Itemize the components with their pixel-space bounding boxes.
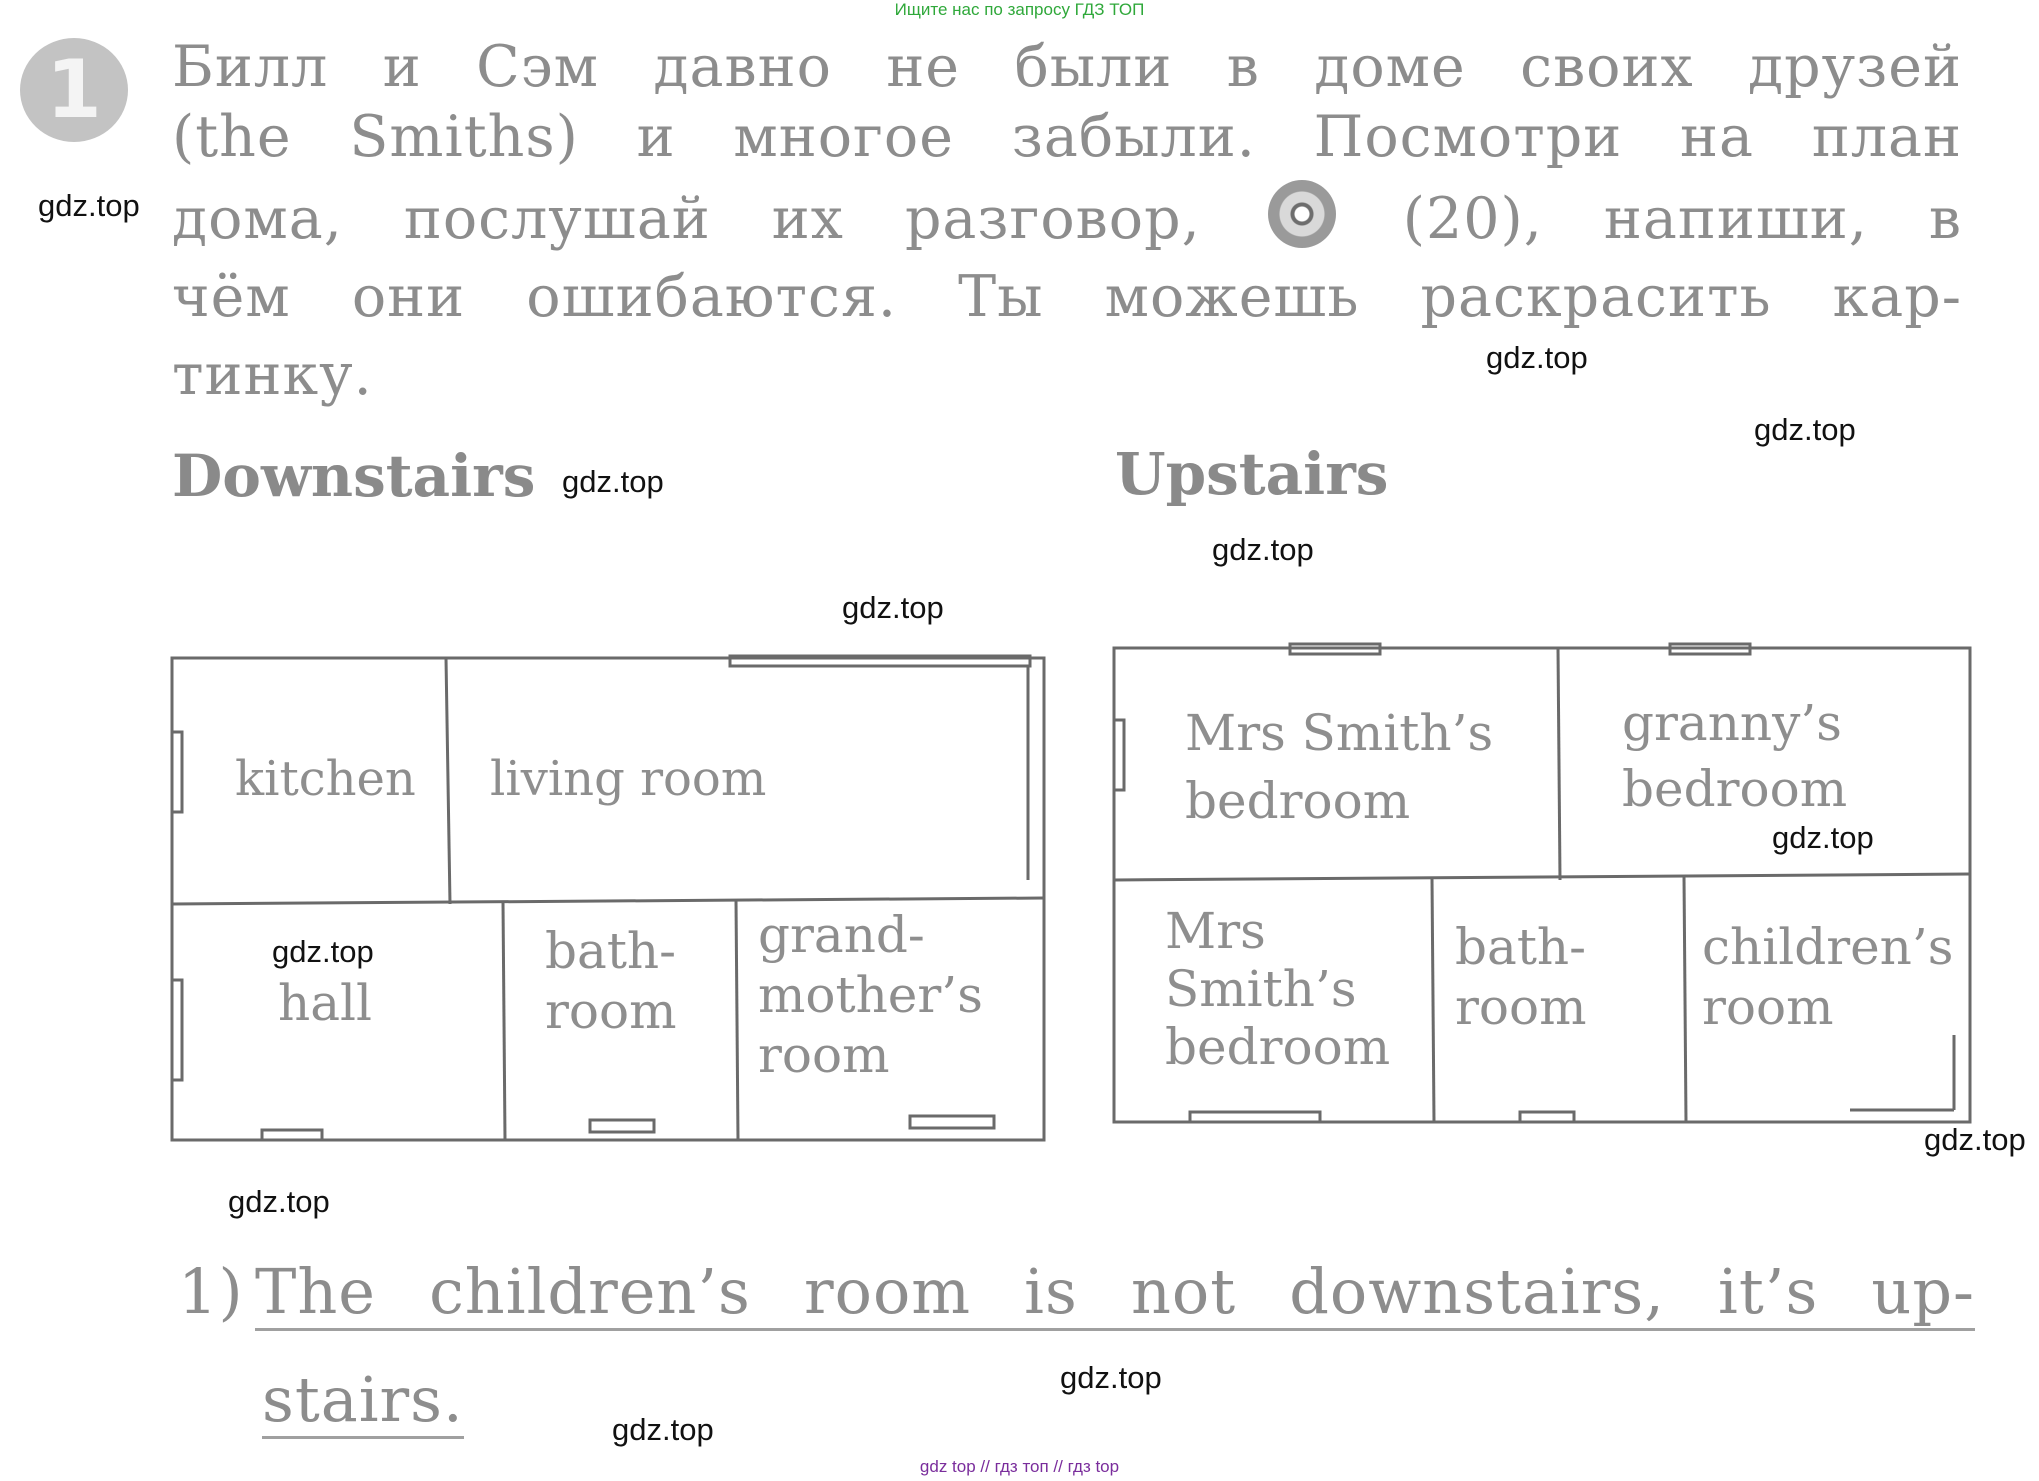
- wall: [1432, 878, 1434, 1122]
- watermark: gdz.top: [1212, 532, 1314, 567]
- wall: [446, 658, 450, 904]
- answer-number: 1): [178, 1255, 244, 1328]
- answer-line-2: stairs.: [262, 1363, 464, 1439]
- room-kitchen: kitchen: [235, 751, 416, 807]
- window: [910, 1116, 994, 1128]
- room-bathroom-line-1: bath-: [545, 922, 677, 980]
- wall: [1114, 874, 1970, 880]
- wall: [172, 898, 1044, 904]
- watermark: gdz.top: [1486, 340, 1588, 375]
- room-mrs-smith-bedroom-b-line-1: Mrs: [1165, 902, 1266, 960]
- watermark: gdz.top: [1060, 1360, 1162, 1395]
- upstairs-plan: [1090, 630, 1990, 1140]
- instruction-line-4: чём они ошибаются. Ты можешь раскрасить кар-: [172, 264, 1962, 330]
- answer-line-1: The children’s room is not downstairs, it’s up-: [255, 1255, 1975, 1331]
- watermark: gdz.top: [612, 1412, 714, 1447]
- cd-disc-icon[interactable]: [1268, 180, 1336, 248]
- window: [1114, 720, 1124, 790]
- room-grandmother-line-3: room: [758, 1026, 890, 1084]
- search-banner: Ищите нас по запросу ГДЗ ТОП: [894, 0, 1145, 19]
- wall: [736, 900, 738, 1140]
- exercise-number-badge: 1: [20, 38, 128, 142]
- room-bathroom-line-2: room: [545, 982, 677, 1040]
- instruction-line-3: [172, 180, 1962, 257]
- upstairs-title: Upstairs: [1115, 440, 1389, 508]
- room-children-line-2: room: [1702, 978, 1834, 1036]
- window: [172, 732, 182, 812]
- watermark: gdz.top: [1772, 820, 1874, 855]
- window: [262, 1130, 322, 1140]
- downstairs-title: Downstairs: [172, 442, 536, 510]
- wall: [1558, 648, 1560, 880]
- window: [172, 980, 182, 1080]
- watermark: gdz.top: [38, 188, 140, 223]
- room-living-room: living room: [490, 751, 767, 807]
- instruction-line-2: (the Smiths) и многое забыли. Посмотри на план: [172, 104, 1962, 170]
- room-granny-bedroom-line-2: bedroom: [1622, 760, 1848, 818]
- watermark: gdz.top: [272, 934, 374, 969]
- instruction-line-5: тинку.: [172, 342, 373, 408]
- window: [730, 656, 1030, 666]
- wall: [1684, 876, 1686, 1122]
- watermark: gdz.top: [228, 1184, 330, 1219]
- instruction-track: (20), напиши, в: [1402, 186, 1963, 252]
- room-bathroom-up-line-1: bath-: [1455, 918, 1587, 976]
- watermark: gdz.top: [842, 590, 944, 625]
- window: [590, 1120, 654, 1132]
- window: [1190, 1112, 1320, 1122]
- room-granny-bedroom-line-1: granny’s: [1622, 694, 1842, 752]
- room-mrs-smith-bedroom-b-line-2: Smith’s: [1165, 960, 1357, 1018]
- watermark: gdz.top: [1924, 1122, 2026, 1157]
- room-hall: hall: [278, 974, 372, 1032]
- watermark: gdz.top: [1754, 412, 1856, 447]
- instruction-line-1: Билл и Сэм давно не были в доме своих друзей: [172, 34, 1962, 100]
- footer-links[interactable]: gdz top // гдз топ // гдз top: [919, 1457, 1120, 1476]
- downstairs-plan: [150, 640, 1070, 1160]
- wall: [503, 902, 505, 1140]
- room-grandmother-line-2: mother’s: [758, 966, 983, 1024]
- window: [1520, 1112, 1574, 1122]
- room-bathroom-up-line-2: room: [1455, 978, 1587, 1036]
- room-mrs-smith-bedroom-a-line-2: bedroom: [1185, 772, 1411, 830]
- room-mrs-smith-bedroom-a-line-1: Mrs Smith’s: [1185, 704, 1494, 762]
- room-children-line-1: children’s: [1702, 918, 1954, 976]
- room-grandmother-line-1: grand-: [758, 906, 925, 964]
- watermark: gdz.top: [562, 464, 664, 499]
- instruction-line-3-text: дома, послушай их разговор,: [172, 186, 1201, 252]
- room-mrs-smith-bedroom-b-line-3: bedroom: [1165, 1018, 1391, 1076]
